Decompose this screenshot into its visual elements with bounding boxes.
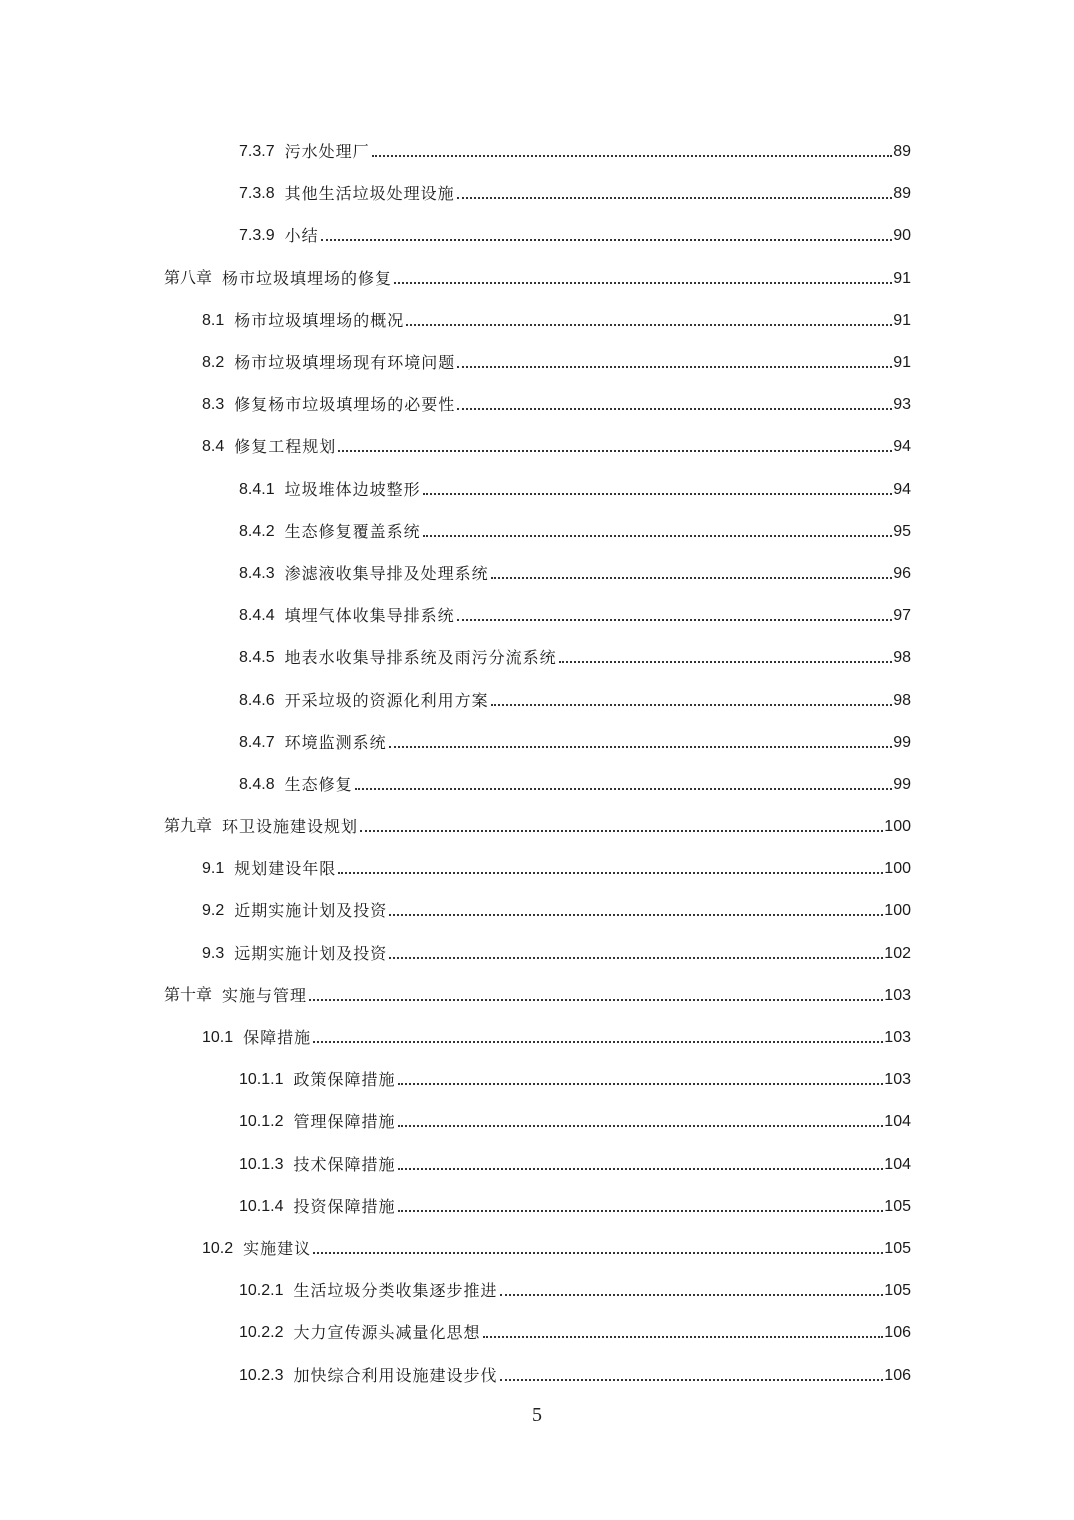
toc-entry-line (239, 691, 1074, 711)
dot-leader (338, 449, 892, 452)
toc-entry-number: 8.4.5 (239, 649, 275, 667)
toc-entry[interactable] (0, 173, 1074, 215)
toc-entry-line (239, 522, 1074, 542)
toc-entry-number: 10.1.2 (239, 1113, 284, 1131)
toc-entry-number: 7.3.8 (239, 185, 275, 203)
toc-entry-page: 100 (884, 902, 911, 920)
dot-leader (398, 1082, 884, 1085)
toc-entry[interactable] (0, 764, 1074, 806)
dot-leader (355, 787, 893, 790)
toc-entry-page: 91 (893, 354, 911, 372)
toc-entry-page: 94 (893, 438, 911, 456)
dot-leader (457, 365, 892, 368)
toc-entry-title: 填埋气体收集导排系统 (284, 606, 455, 626)
toc-entry-page: 89 (893, 185, 911, 203)
toc-entry-number: 9.3 (202, 944, 225, 962)
toc-entry-page: 91 (893, 311, 911, 329)
toc-entry-number: 8.4.6 (239, 691, 275, 709)
toc-entry[interactable] (0, 595, 1074, 637)
toc-entry-page: 97 (893, 607, 911, 625)
toc-entry-page: 99 (893, 733, 911, 751)
toc-entry-line (239, 480, 1074, 500)
toc-entry-title: 生态修复 (284, 774, 353, 794)
toc-entry-page: 105 (884, 1282, 911, 1300)
toc-entry-page: 104 (884, 1113, 911, 1131)
dot-leader (491, 576, 893, 579)
toc-entry-number: 8.2 (202, 354, 225, 372)
dot-leader (423, 534, 893, 537)
dot-leader (457, 407, 892, 410)
toc-entry-line (164, 986, 1074, 1006)
toc-entry-number: 7.3.9 (239, 227, 275, 245)
toc-entry-line (202, 353, 1074, 373)
toc-entry-title: 技术保障措施 (293, 1154, 396, 1174)
dot-leader (398, 1209, 884, 1212)
dot-leader (457, 618, 893, 621)
toc-entry-line (239, 1197, 1074, 1217)
toc-entry[interactable] (0, 806, 1074, 848)
toc-entry[interactable] (0, 469, 1074, 511)
toc-entry[interactable] (0, 975, 1074, 1017)
toc-entry[interactable] (0, 1186, 1074, 1228)
toc-entry[interactable] (0, 300, 1074, 342)
toc-entry[interactable] (0, 890, 1074, 932)
toc-entry[interactable] (0, 1144, 1074, 1186)
toc-entry-page: 104 (884, 1155, 911, 1173)
dot-leader (457, 196, 893, 199)
toc-entry-page: 96 (893, 564, 911, 582)
toc-entry-title: 杨市垃圾填埋场的概况 (234, 310, 405, 330)
toc-entry-line (202, 901, 1074, 921)
toc-entry-title: 生活垃圾分类收集逐步推进 (293, 1281, 498, 1301)
toc-entry-line (202, 859, 1074, 879)
toc-entry-title: 修复杨市垃圾填埋场的必要性 (234, 395, 456, 415)
toc-entry-number: 8.4.7 (239, 733, 275, 751)
toc-entry-line (239, 184, 1074, 204)
toc-entry-page: 95 (893, 522, 911, 540)
dot-leader (309, 998, 883, 1001)
toc-entry-title: 管理保障措施 (293, 1112, 396, 1132)
dot-leader (483, 1335, 884, 1338)
dot-leader (559, 660, 893, 663)
table-of-contents (0, 131, 1074, 1397)
toc-entry-line (239, 606, 1074, 626)
toc-entry-title: 渗滤液收集导排及处理系统 (284, 563, 489, 583)
toc-entry-number: 9.2 (202, 902, 225, 920)
toc-entry-line (202, 1239, 1074, 1259)
dot-leader (398, 1167, 884, 1170)
toc-entry-number: 第九章 (164, 818, 213, 836)
toc-entry-line (239, 1112, 1074, 1132)
toc-entry-page: 91 (893, 269, 911, 287)
toc-entry-number: 10.1 (202, 1029, 234, 1047)
dot-leader (372, 154, 893, 157)
toc-entry[interactable] (0, 342, 1074, 384)
toc-entry-line (239, 648, 1074, 668)
toc-entry-number: 7.3.7 (239, 143, 275, 161)
toc-entry-page: 100 (884, 860, 911, 878)
toc-entry-title: 生态修复覆盖系统 (284, 521, 421, 541)
toc-entry[interactable] (0, 131, 1074, 173)
toc-entry-page: 103 (884, 1029, 911, 1047)
toc-entry-line (239, 1070, 1074, 1090)
toc-entry-line (239, 1366, 1074, 1386)
toc-entry-line (202, 944, 1074, 964)
dot-leader (313, 1040, 883, 1043)
toc-entry-page: 93 (893, 396, 911, 414)
toc-entry[interactable] (0, 553, 1074, 595)
toc-entry-title: 大力宣传源头减量化思想 (293, 1323, 481, 1343)
toc-entry-line (239, 564, 1074, 584)
toc-entry-number: 8.4.1 (239, 480, 275, 498)
toc-entry-page: 103 (884, 1071, 911, 1089)
toc-entry-number: 第八章 (164, 269, 213, 287)
toc-entry[interactable] (0, 637, 1074, 679)
toc-entry-number: 8.1 (202, 311, 225, 329)
toc-entry[interactable] (0, 1101, 1074, 1143)
toc-entry-title: 杨市垃圾填埋场现有环境问题 (234, 353, 456, 373)
toc-entry-number: 10.1.1 (239, 1071, 284, 1089)
toc-entry-number: 10.1.4 (239, 1197, 284, 1215)
toc-entry-page: 106 (884, 1324, 911, 1342)
toc-entry[interactable] (0, 511, 1074, 553)
toc-entry[interactable] (0, 1270, 1074, 1312)
toc-entry-number: 8.4.8 (239, 775, 275, 793)
toc-entry-page: 100 (884, 818, 911, 836)
toc-entry-title: 投资保障措施 (293, 1196, 396, 1216)
dot-leader (500, 1293, 884, 1296)
toc-entry-line (239, 775, 1074, 795)
dot-leader (491, 703, 893, 706)
dot-leader (398, 1124, 884, 1127)
dot-leader (338, 871, 883, 874)
toc-entry[interactable] (0, 384, 1074, 426)
toc-entry-title: 远期实施计划及投资 (234, 943, 388, 963)
toc-entry-page: 98 (893, 649, 911, 667)
toc-entry-number: 8.4 (202, 438, 225, 456)
toc-entry-number: 9.1 (202, 860, 225, 878)
dot-leader (423, 492, 893, 495)
toc-entry-page: 90 (893, 227, 911, 245)
toc-entry-title: 修复工程规划 (234, 437, 337, 457)
toc-entry-page: 102 (884, 944, 911, 962)
toc-entry-number: 10.2.2 (239, 1324, 284, 1342)
toc-entry-page: 89 (893, 143, 911, 161)
dot-leader (500, 1378, 884, 1381)
toc-entry-line (239, 142, 1074, 162)
toc-entry-line (202, 395, 1074, 415)
toc-entry-line (202, 1028, 1074, 1048)
toc-entry[interactable] (0, 215, 1074, 257)
toc-entry-line (239, 1281, 1074, 1301)
toc-entry-title: 实施与管理 (222, 985, 308, 1005)
toc-entry-number: 10.1.3 (239, 1155, 284, 1173)
toc-entry-line (239, 733, 1074, 753)
toc-entry[interactable] (0, 1312, 1074, 1354)
toc-entry-title: 污水处理厂 (284, 142, 370, 162)
toc-entry-number: 8.3 (202, 396, 225, 414)
dot-leader (313, 1251, 883, 1254)
toc-entry-number: 8.4.3 (239, 564, 275, 582)
toc-entry-title: 环卫设施建设规划 (222, 817, 359, 837)
toc-entry-number: 第十章 (164, 986, 213, 1004)
toc-entry-title: 保障措施 (243, 1028, 312, 1048)
toc-entry-page: 103 (884, 986, 911, 1004)
toc-entry-line (164, 269, 1074, 289)
dot-leader (321, 238, 893, 241)
toc-entry[interactable] (0, 1017, 1074, 1059)
toc-entry-title: 小结 (284, 226, 319, 246)
dot-leader (389, 745, 893, 748)
toc-entry-line (202, 437, 1074, 457)
page-number: 5 (532, 1404, 542, 1426)
toc-entry[interactable] (0, 1059, 1074, 1101)
toc-entry-line (239, 226, 1074, 246)
toc-entry-number: 8.4.4 (239, 607, 275, 625)
dot-leader (360, 829, 883, 832)
toc-entry[interactable] (0, 933, 1074, 975)
toc-entry-title: 政策保障措施 (293, 1070, 396, 1090)
toc-entry-title: 开采垃圾的资源化利用方案 (284, 690, 489, 710)
toc-entry[interactable] (0, 1228, 1074, 1270)
toc-entry-title: 实施建议 (243, 1238, 312, 1258)
toc-entry-title: 杨市垃圾填埋场的修复 (222, 268, 393, 288)
toc-entry-line (239, 1155, 1074, 1175)
toc-entry-title: 近期实施计划及投资 (234, 901, 388, 921)
toc-entry-page: 99 (893, 775, 911, 793)
toc-entry[interactable] (0, 426, 1074, 468)
dot-leader (406, 323, 892, 326)
toc-entry-title: 其他生活垃圾处理设施 (284, 184, 455, 204)
toc-entry-title: 规划建设年限 (234, 859, 337, 879)
toc-entry-page: 98 (893, 691, 911, 709)
toc-entry-page: 94 (893, 480, 911, 498)
toc-entry-number: 8.4.2 (239, 522, 275, 540)
toc-entry-title: 加快综合利用设施建设步伐 (293, 1365, 498, 1385)
toc-entry[interactable] (0, 722, 1074, 764)
toc-entry-page: 105 (884, 1239, 911, 1257)
toc-entry-line (239, 1323, 1074, 1343)
toc-entry-line (164, 817, 1074, 837)
toc-entry-title: 垃圾堆体边坡整形 (284, 479, 421, 499)
toc-entry-title: 环境监测系统 (284, 732, 387, 752)
toc-entry-number: 10.2.3 (239, 1366, 284, 1384)
toc-entry[interactable] (0, 258, 1074, 300)
dot-leader (389, 913, 883, 916)
toc-entry[interactable] (0, 679, 1074, 721)
toc-entry[interactable] (0, 848, 1074, 890)
toc-entry-line (202, 311, 1074, 331)
dot-leader (394, 281, 892, 284)
toc-entry-page: 105 (884, 1197, 911, 1215)
toc-entry-number: 10.2.1 (239, 1282, 284, 1300)
toc-entry-page: 106 (884, 1366, 911, 1384)
dot-leader (389, 956, 883, 959)
toc-entry-number: 10.2 (202, 1239, 234, 1257)
toc-entry[interactable] (0, 1354, 1074, 1396)
toc-entry-title: 地表水收集导排系统及雨污分流系统 (284, 648, 557, 668)
